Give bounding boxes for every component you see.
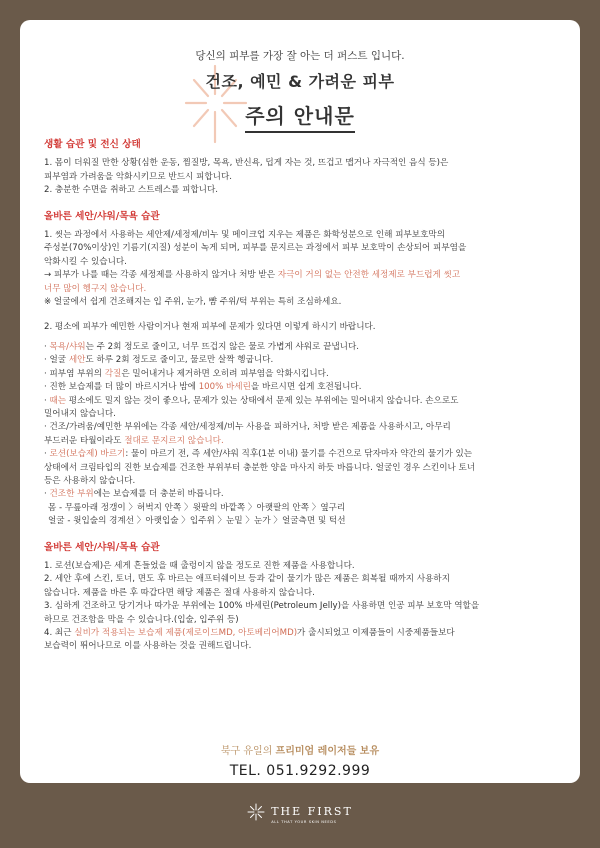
notice-content	[44, 138, 564, 666]
text-span: → 피부가 나를 때는 각종 세정제를 사용하지 않거나 처방 받은	[44, 270, 278, 281]
text-line: 피부염과 가려움을 악화시키므로 반드시 피합니다.	[44, 171, 232, 182]
highlight-text: 건조한 부위	[49, 489, 94, 500]
bullet-line	[44, 488, 564, 501]
text-line: 밀어내지 않습니다.	[44, 408, 116, 419]
bullet-line	[44, 395, 564, 408]
text-line: 2. 충분한 수면을 취하고 스트레스를 피합니다.	[44, 185, 219, 196]
text-span: 평소에도 밀지 않는 것이 좋으나, 문제가 있는 상태에서 문제 있는 부위에는 밀어내지 않습니다. 손으로도	[66, 395, 459, 406]
text-span: ·	[44, 449, 50, 460]
face-order-line: 얼굴 - 윗입술의 경계선 〉아랫입술 〉입주위 〉눈밑 〉눈가 〉얼굴측면 및 턱선	[48, 516, 346, 527]
highlight-text: 때는	[49, 395, 67, 406]
highlight-text: 세안	[68, 355, 86, 366]
brand-logo	[0, 800, 600, 824]
brand-text	[271, 800, 353, 824]
bullet-line: · 건조/가려움/예민한 부위에는 각종 세안/세정제/비누 사용을 피하거나, 처방 받은 제품을 사용하시고, 아무리	[44, 422, 451, 433]
body-order-line: 몸 - 무릎아래 정갱이 〉허벅지 안쪽 〉윗팔의 바깥쪽 〉아랫팔의 안쪽 〉옆구리	[48, 502, 346, 513]
bullet-line	[44, 354, 564, 367]
text-line: 3. 심하게 건조하고 당기거나 따가운 부위에는 100% 바세린(Petroleum Jelly)을 사용하면 인공 피부 보호막 역할을	[44, 601, 480, 612]
bullet-line	[44, 448, 564, 461]
text-line: 등은 사용하지 않습니다.	[44, 475, 136, 486]
notice-footer	[20, 742, 580, 779]
text-span: 부드러운 타월이라도	[44, 435, 125, 446]
section-heading: 올바른 세안/샤워/목욕 습관	[44, 210, 160, 222]
highlight-text: 실비가 적용되는 보습제 제품(제로이드MD, 아토베리어MD)	[74, 628, 298, 638]
text-span: ·	[44, 489, 50, 500]
text-span: ·	[44, 395, 50, 406]
phone-number: TEL. 051.9292.999	[229, 763, 371, 779]
brand-sparkle-icon	[247, 803, 265, 821]
promo-bold: 프리미엄 레이저들 보유	[275, 746, 380, 757]
notice-header	[20, 48, 580, 133]
text-line: 악화시킬 수 있습니다.	[44, 256, 127, 267]
text-line: 주성분(70%이상)인 기름기(지질) 성분이 녹게 되며, 피부를 문지르는 과정에서 피부 보호막이 손상되어 피부염을	[44, 243, 467, 254]
text-span: 가 출시되었고 이제품들이 시중제품들보다	[297, 628, 455, 638]
section-heading: 생활 습관 및 전신 상태	[44, 139, 141, 150]
text-span: 은 밀어내거나 제거하면 오히려 피부염을 악화시킵니다.	[121, 368, 329, 379]
text-span: 4. 최근	[44, 628, 75, 638]
text-span: ·	[44, 341, 50, 352]
footer-promo	[20, 742, 580, 757]
highlight-text: 목욕/샤워	[49, 341, 86, 352]
text-line: 1. 몸이 더워질 만한 상황(심한 운동, 찜질방, 목욕, 반신욕, 덥게 자는 것, 뜨겁고 맵거나 자극적인 음식 등)은	[44, 158, 449, 169]
highlight-text: 로션(보습제) 바르기	[49, 449, 126, 460]
text-span: · 피부염 부위의	[44, 368, 105, 379]
text-line: 2. 평소에 피부가 예민한 사람이거나 현재 피부에 문제가 있다면 이렇게 하시기 바랍니다.	[44, 322, 376, 333]
section-products	[44, 541, 564, 654]
text-line: 상태에서 크림타입의 진한 보습제를 건조한 부위부터 충분한 양을 마사지 하듯 바릅니다. 얼굴인 경우 스킨이나 토너	[44, 462, 476, 473]
text-span: 북구 유일의	[220, 746, 276, 757]
section-heading: 올바른 세안/샤워/목욕 습관	[44, 541, 160, 553]
highlight-text: 각질	[104, 368, 122, 379]
highlight-text: 절대로 문지르지 않습니다.	[124, 435, 224, 446]
text-line: 1. 로션(보습제)은 세게 흔들었을 때 출렁이지 않을 정도로 진한 제품을 사용합니다.	[44, 560, 355, 571]
highlight-line: 너무 많이 헹구지 않습니다.	[44, 283, 147, 294]
text-span: : 물이 마르기 전, 즉 세안/샤워 직후(1분 이내) 물기를 수건으로 닦자마자 약간의 물기가 있는	[125, 449, 473, 460]
header-subtitle: 당신의 피부를 가장 잘 아는 더 퍼스트 입니다.	[195, 50, 405, 62]
section-lifestyle	[44, 138, 564, 198]
header-main-title: 주의 안내문	[245, 100, 355, 133]
text-span: · 얼굴	[44, 355, 69, 366]
highlight-text: 자극이 거의 없는 안전한 세정제로 부드럽게 씻고	[277, 270, 461, 281]
bullet-line	[44, 368, 564, 381]
brand-name: THE FIRST	[271, 805, 353, 818]
text-span: 도 하루 2회 정도로 줄이고, 물로만 살짝 헹굽니다.	[85, 355, 274, 366]
notice-card	[20, 20, 580, 783]
text-line	[44, 435, 564, 448]
text-line	[44, 269, 564, 282]
header-title: 건조, 예민 & 가려운 피부	[205, 72, 395, 91]
bullet-line	[44, 341, 564, 354]
text-span: · 진한 보습제를 더 많이 바르시거나 밤에	[44, 382, 199, 393]
text-span: 는 주 2회 정도로 줄이고, 너무 뜨겁지 않은 물로 가볍게 샤워로 끝냅니다.	[85, 341, 360, 352]
text-line: 2. 세안 후에 스킨, 토너, 면도 후 바르는 애프터쉐이브 등과 같이 물기가 많은 제품은 회복될 때까지 사용하지	[44, 574, 451, 585]
highlight-text: 100% 바세린	[198, 382, 251, 393]
brand-tagline: ALL THAT YOUR SKIN NEEDS	[271, 820, 337, 824]
text-line: 1. 씻는 과정에서 사용하는 세안제/세정제/비누 및 메이크업 지우는 제품은 화학성분으로 인해 피부보호막의	[44, 230, 446, 241]
section-washing	[44, 210, 564, 529]
text-line: 않습니다. 제품을 바른 후 따갑다면 해당 제품은 절대 사용하지 않습니다.	[44, 587, 315, 598]
text-line	[44, 627, 564, 640]
text-line: ※ 얼굴에서 쉽게 건조해지는 입 주위, 눈가, 뺨 주위/턱 부위는 특히 조심하세요.	[44, 297, 342, 308]
text-line: 하므로 건조함을 막을 수 있습니다.(입술, 입주위 등)	[44, 614, 239, 625]
text-span: 에는 보습제를 더 충분히 바릅니다.	[93, 489, 224, 500]
bullet-line	[44, 381, 564, 394]
text-span: 을 바르시면 쉽게 호전됩니다.	[250, 382, 362, 393]
text-line: 보습력이 뛰어나므로 이를 사용하는 것을 권해드립니다.	[44, 641, 252, 652]
